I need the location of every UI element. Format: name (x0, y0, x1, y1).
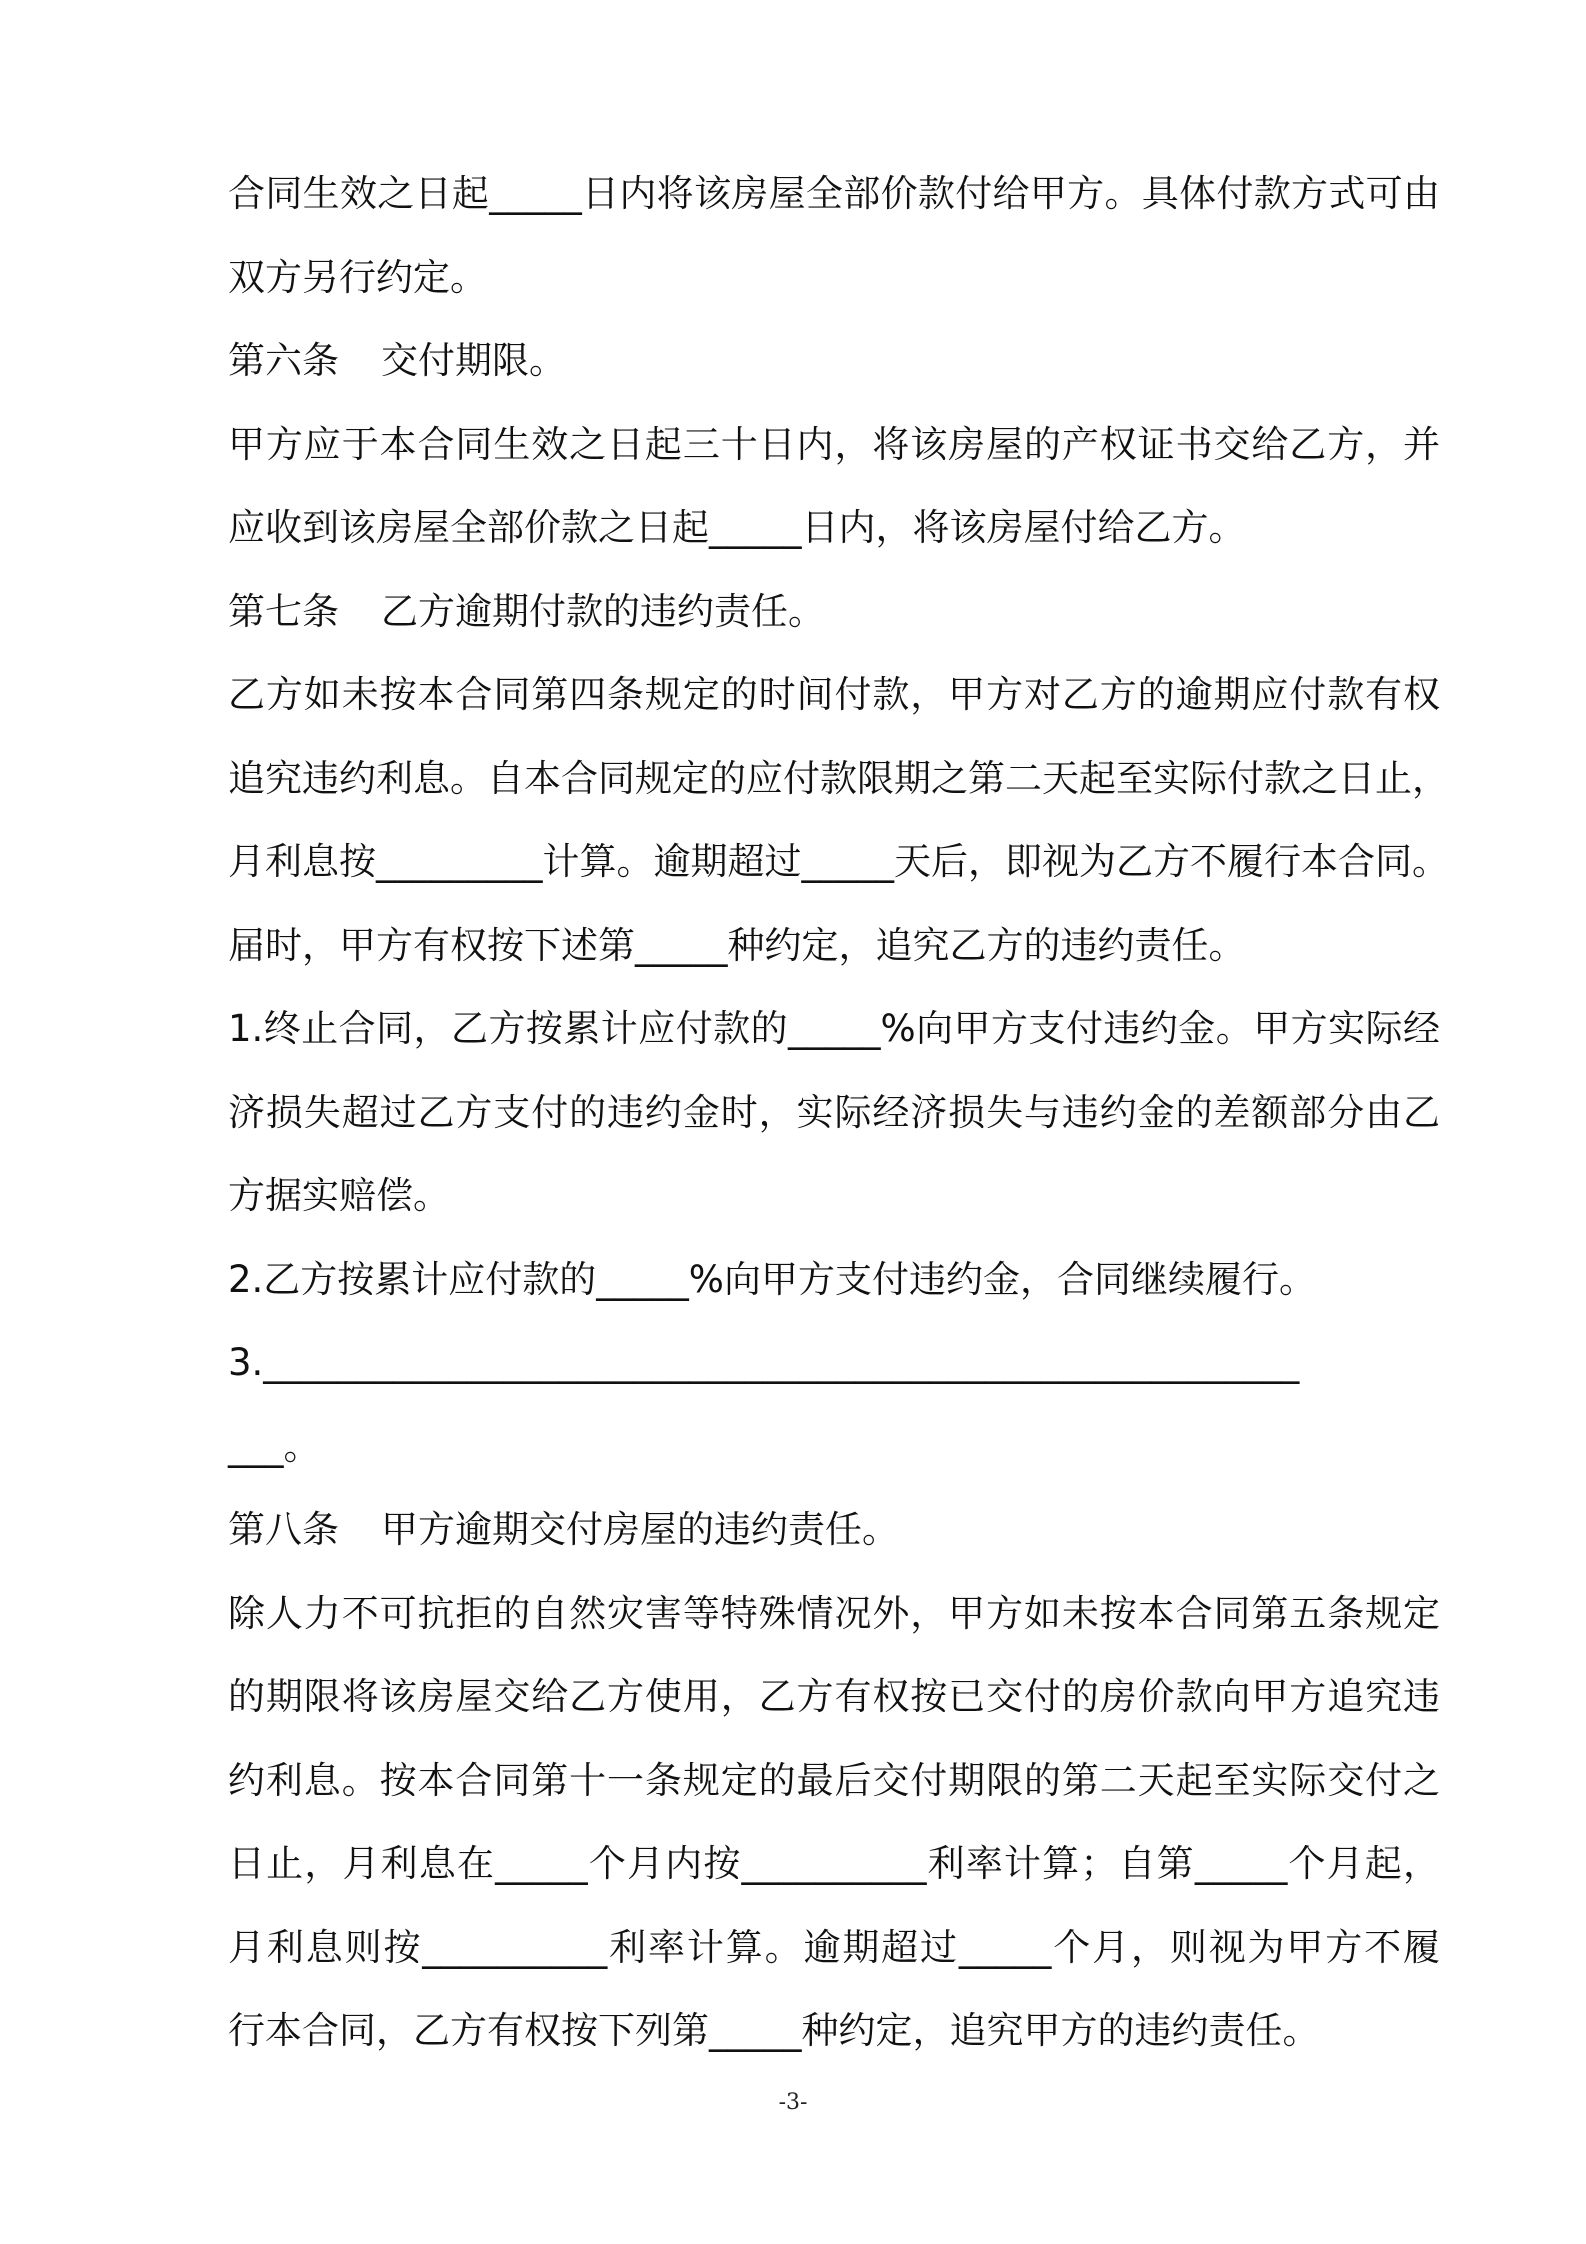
text-line: 3.________________________________________________________ (228, 1341, 1300, 1384)
text-line: 双方另行约定。 (228, 255, 487, 299)
article-heading-6 (228, 319, 1440, 403)
article-number: 第七条 (228, 589, 339, 633)
text-line: 1.终止合同，乙方按累计应付款的_____%向甲方支付违约金。甲方实际经 (228, 1007, 1440, 1050)
text-line: 济损失超过乙方支付的违约金时，实际经济损失与违约金的差额部分由乙 (228, 1090, 1440, 1134)
text-line: 除人力不可抗拒的自然灾害等特殊情况外，甲方如未按本合同第五条规定 (228, 1591, 1440, 1635)
article-number: 第六条 (228, 339, 339, 382)
article-title: 乙方逾期付款的违约责任。 (381, 589, 825, 633)
text-line: 合同生效之日起_____日内将该房屋全部价款付给甲方。具体付款方式可由 (228, 172, 1440, 215)
text-line: 约利息。按本合同第十一条规定的最后交付期限的第二天起至实际交付之 (228, 1758, 1440, 1802)
text-line: 方据实赔偿。 (228, 1174, 450, 1217)
text-line: 日止，月利息在_____个月内按__________利率计算；自第_____个月起， (228, 1842, 1440, 1885)
article-heading-7 (228, 570, 1440, 654)
text-line: 月利息则按__________利率计算。逾期超过_____个月，则视为甲方不履 (228, 1925, 1440, 1969)
document-body (228, 152, 1449, 2073)
article-heading-8 (228, 1488, 1440, 1572)
text-line: 应收到该房屋全部价款之日起_____日内，将该房屋付给乙方。 (228, 506, 1246, 549)
article-number: 第八条 (228, 1508, 339, 1551)
text-line: 2.乙方按累计应付款的_____%向甲方支付违约金，合同继续履行。 (228, 1257, 1316, 1301)
text-line: 追究违约利息。自本合同规定的应付款限期之第二天起至实际付款之日止， (228, 756, 1449, 800)
text-line: 行本合同，乙方有权按下列第_____种约定，追究甲方的违约责任。 (228, 2009, 1320, 2052)
text-line: ___。 (228, 1424, 321, 1468)
article-title: 甲方逾期交付房屋的违约责任。 (381, 1508, 899, 1551)
article-title: 交付期限。 (381, 339, 566, 382)
text-line: 的期限将该房屋交给乙方使用，乙方有权按已交付的房价款向甲方追究违 (228, 1675, 1440, 1718)
page-number: -3- (778, 2090, 808, 2115)
text-line: 届时，甲方有权按下述第_____种约定，追究乙方的违约责任。 (228, 923, 1246, 967)
text-line: 月利息按_________计算。逾期超过_____天后，即视为乙方不履行本合同。 (228, 840, 1449, 883)
text-line: 甲方应于本合同生效之日起三十日内，将该房屋的产权证书交给乙方，并 (228, 422, 1440, 466)
text-line: 乙方如未按本合同第四条规定的时间付款，甲方对乙方的逾期应付款有权 (228, 673, 1440, 716)
